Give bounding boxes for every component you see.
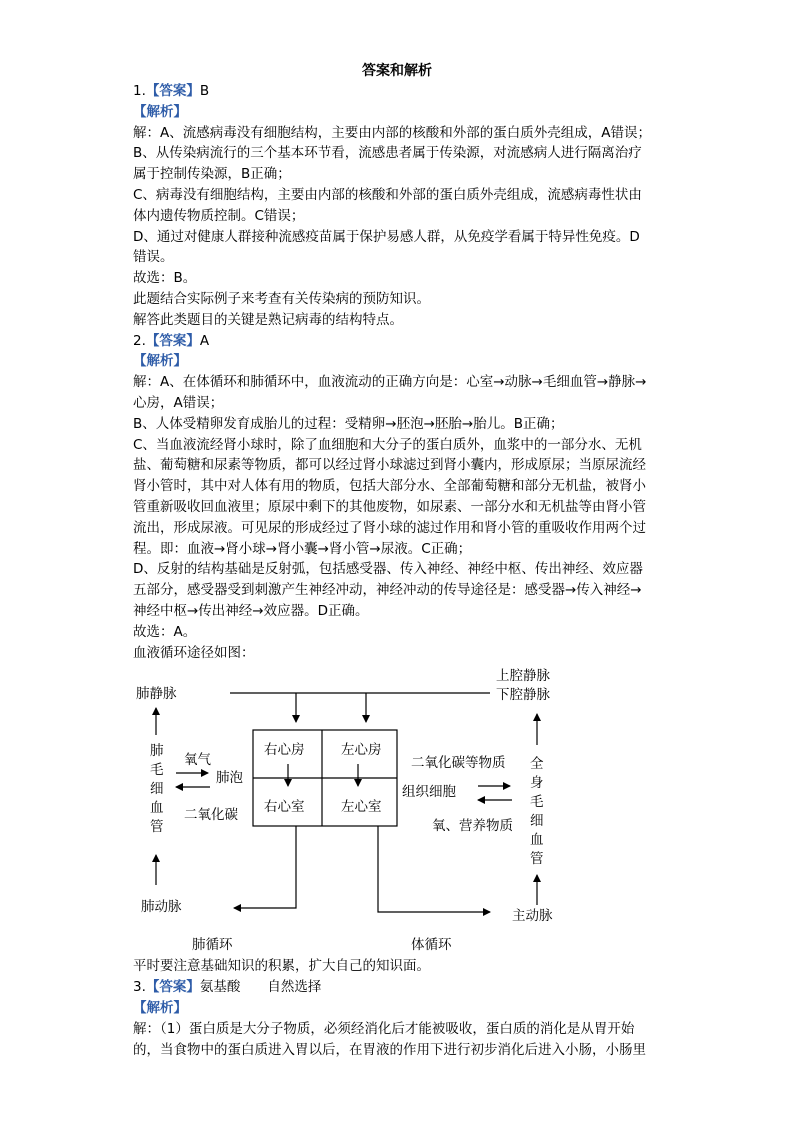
answer-label: 【解析】	[133, 353, 187, 370]
label-systemic-capillary-5: 血	[530, 832, 544, 848]
line-text: A	[199, 332, 210, 349]
label-pulmonary-circulation: 肺循环	[192, 937, 233, 953]
label-oxygen-nutrients: 氧、营养物质	[432, 818, 513, 834]
line-text: 解：A、在体循环和肺循环中，血液流动的正确方向是：心室→动脉→毛细血管→静脉→	[133, 374, 647, 391]
page-title: 答案和解析	[362, 63, 432, 79]
line-text: B、人体受精卵发育成胎儿的过程：受精卵→胚泡→胚胎→胎儿。B正确；	[133, 415, 564, 432]
label-left-ventricle: 左心室	[341, 799, 382, 815]
line-text: 的，当食物中的蛋白质进入胃以后，在胃液的作用下进行初步消化后进入小肠，小肠里	[133, 1042, 646, 1058]
arrow-left-ventricle-out	[378, 826, 490, 912]
line-text: D、反射的结构基础是反射弧，包括感受器、传入神经、神经中枢、传出神经、效应器	[133, 561, 643, 578]
label-systemic-capillary-4: 细	[530, 813, 544, 829]
line-text: 氨基酸 自然选择	[199, 979, 322, 995]
line-text: 程。即：血液→肾小球→肾小囊→肾小管→尿液。C正确；	[133, 540, 472, 557]
line-text: C、当血液流经肾小球时，除了血细胞和大分子的蛋白质外，血浆中的一部分水、无机	[133, 436, 642, 453]
line-text: 属于控制传染源，B正确；	[133, 166, 291, 183]
label-systemic-capillary-3: 毛	[530, 794, 544, 810]
line-text: D、通过对健康人群接种流感疫苗属于保护易感人群，从免疫学看属于特异性免疫。D	[133, 228, 640, 245]
label-pulmonary-vein: 肺静脉	[136, 686, 177, 702]
line-text: C、病毒没有细胞结构，主要由内部的核酸和外部的蛋白质外壳组成，流感病毒性状由	[133, 187, 642, 203]
bottom-line	[133, 1041, 646, 1059]
answer-label: 【答案】	[145, 979, 200, 995]
label-right-atrium: 右心房	[264, 742, 305, 758]
line-text: 肾小管时，其中对人体有用的物质，包括大部分水、全部葡萄糖和部分无机盐，被肾小	[133, 478, 646, 495]
line-text: 神经中枢→传出神经→效应器。D正确。	[133, 603, 369, 619]
line-text: 解答此类题目的关键是熟记病毒的结构特点。	[133, 311, 403, 328]
answer-label: 【解析】	[133, 103, 187, 120]
question-number: 2.	[133, 332, 146, 349]
line-text: 盐、葡萄糖和尿素等物质，都可以经过肾小球滤过到肾小囊内，形成原尿；当原尿流经	[133, 457, 646, 474]
label-aorta: 主动脉	[512, 908, 553, 924]
label-tissue-cells: 组织细胞	[402, 784, 456, 800]
label-co2-right: 二氧化碳等物质	[411, 755, 506, 771]
label-inferior-vena-cava: 下腔静脉	[496, 687, 550, 703]
line-text: 心房，A错误；	[133, 395, 224, 411]
line-text: 血液循环途径如图：	[133, 644, 255, 661]
answer-label: 【答案】	[145, 83, 200, 99]
bottom-line	[133, 978, 321, 996]
label-pulmonary-capillary-4: 血	[150, 800, 164, 816]
line-text: 体内遗传物质控制。C错误；	[133, 207, 305, 224]
bottom-line	[133, 957, 430, 975]
line-text: 故选：A。	[133, 623, 197, 640]
line-text: 此题结合实际例子来考查有关传染病的预防知识。	[133, 291, 430, 307]
question-number: 1.	[133, 83, 146, 99]
line-text: 解：（1）蛋白质是大分子物质，必须经消化后才能被吸收，蛋白质的消化是从胃开始	[133, 1021, 635, 1037]
line-text: 解：A、流感病毒没有细胞结构，主要由内部的核酸和外部的蛋白质外壳组成，A错误；	[133, 124, 651, 141]
bottom-line	[133, 1020, 634, 1038]
label-systemic-capillary-1: 全	[530, 756, 544, 772]
label-superior-vena-cava: 上腔静脉	[496, 668, 550, 684]
line-text: B	[199, 83, 210, 99]
label-systemic-circulation: 体循环	[411, 937, 452, 953]
arrow-right-ventricle-out	[234, 826, 296, 908]
label-pulmonary-capillary-1: 肺	[150, 743, 164, 759]
label-alveoli: 肺泡	[216, 770, 243, 786]
label-right-ventricle: 右心室	[264, 799, 305, 815]
question-number: 3.	[133, 979, 146, 995]
line-text: 故选：B。	[133, 270, 197, 287]
bottom-line	[133, 999, 187, 1017]
line-text: B、从传染病流行的三个基本环节看，流感患者属于传染源，对流感病人进行隔离治疗	[133, 145, 642, 162]
label-pulmonary-capillary-2: 毛	[150, 762, 164, 778]
label-pulmonary-artery: 肺动脉	[141, 899, 182, 915]
answer-label: 【答案】	[145, 332, 200, 349]
answer-label: 【解析】	[133, 1000, 187, 1016]
label-oxygen-left: 氧气	[184, 752, 211, 768]
label-systemic-capillary-2: 身	[530, 775, 544, 791]
line-text: 五部分，感受器受到刺激产生神经冲动，神经冲动的传导途径是：感受器→传入神经→	[133, 582, 642, 599]
label-pulmonary-capillary-5: 管	[150, 819, 164, 835]
label-pulmonary-capillary-3: 细	[150, 781, 164, 797]
line-text: 平时要注意基础知识的积累，扩大自己的知识面。	[133, 958, 430, 974]
line-text: 管重新吸收回血液里；原尿中剩下的其他废物，如尿素、一部分水和无机盐等由肾小管	[133, 499, 646, 515]
line-text: 流出，形成尿液。可见尿的形成经过了肾小球的滤过作用和肾小管的重吸收作用两个过	[133, 519, 646, 536]
label-left-atrium: 左心房	[341, 742, 382, 758]
label-co2-left: 二氧化碳	[184, 807, 238, 823]
label-systemic-capillary-6: 管	[530, 851, 544, 867]
line-text: 错误。	[133, 249, 174, 266]
